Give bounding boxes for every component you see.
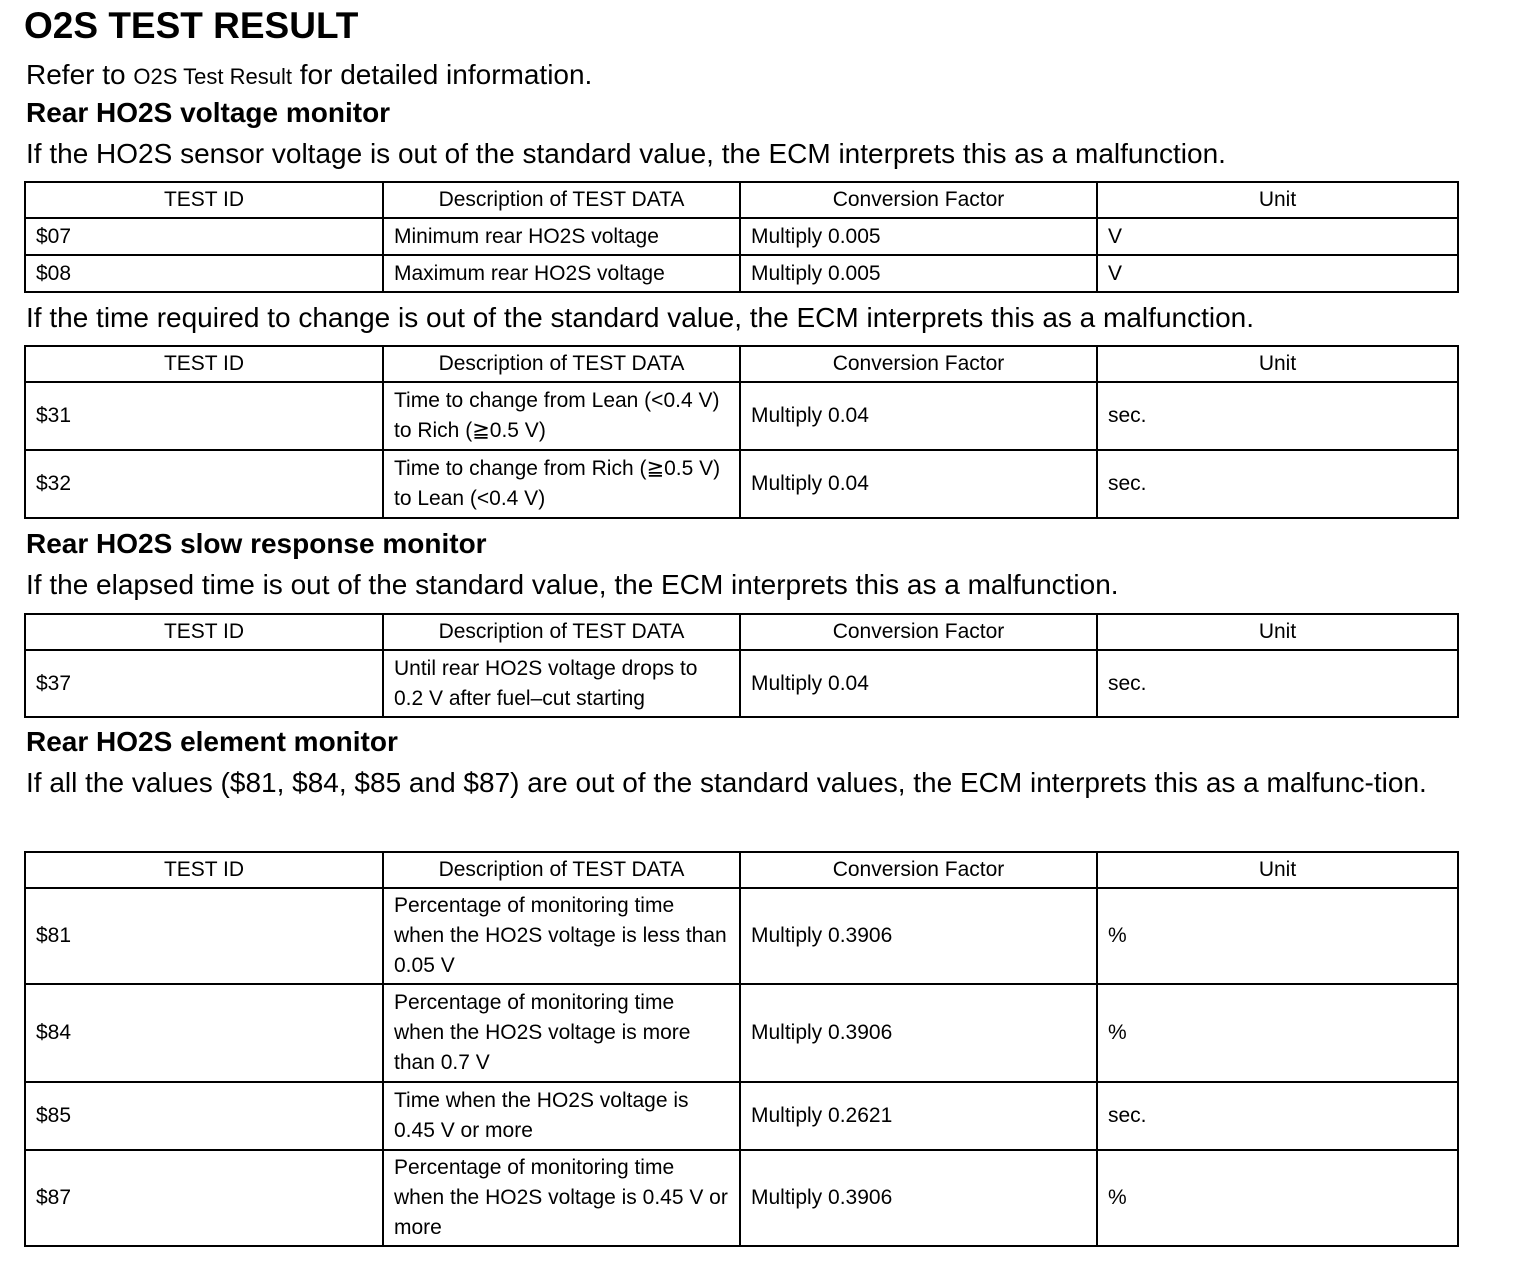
cell-unit: % [1097,1150,1458,1246]
cell-description: Percentage of monitoring time when the HO2S voltage is less than 0.05 V [383,888,740,984]
table-row [25,218,1458,255]
table-row [25,984,1458,1082]
cell-conversion-factor: Multiply 0.005 [740,218,1097,255]
table-row [25,888,1458,984]
cell-description: Until rear HO2S voltage drops to 0.2 V after fuel–cut starting [383,650,740,717]
column-header: Unit [1097,182,1458,218]
table-header [25,182,1458,218]
section-description: If all the values ($81, $84, $85 and $87) are out of the standard values, the ECM interprets this as a malfunc-tion. [26,767,1427,798]
column-header: Conversion Factor [740,182,1097,218]
cell-description: Time to change from Lean (<0.4 V) to Rich (≧0.5 V) [383,382,740,450]
cell-test-id: $08 [25,255,383,292]
intro-line [26,56,592,96]
cell-conversion-factor: Multiply 0.04 [740,382,1097,450]
table-header [25,614,1458,650]
column-header: Unit [1097,852,1458,888]
column-header: TEST ID [25,852,383,888]
cell-unit: % [1097,984,1458,1082]
cell-description: Minimum rear HO2S voltage [383,218,740,255]
section-heading-element-monitor: Rear HO2S element monitor [26,726,398,757]
section-description: If the HO2S sensor voltage is out of the standard value, the ECM interprets this as a malfunction. [26,138,1226,169]
cell-test-id: $07 [25,218,383,255]
cell-conversion-factor: Multiply 0.3906 [740,888,1097,984]
cell-description: Time when the HO2S voltage is 0.45 V or more [383,1082,740,1150]
table-change-time [24,345,1459,519]
cell-description: Percentage of monitoring time when the HO2S voltage is 0.45 V or more [383,1150,740,1246]
section-description: If the elapsed time is out of the standard value, the ECM interprets this as a malfunction. [26,569,1119,600]
cell-test-id: $81 [25,888,383,984]
table-row [25,1082,1458,1150]
column-header: Conversion Factor [740,346,1097,382]
cell-conversion-factor: Multiply 0.04 [740,450,1097,518]
cell-unit: sec. [1097,1082,1458,1150]
table-header [25,852,1458,888]
section-heading-slow-response: Rear HO2S slow response monitor [26,528,487,559]
cell-unit: V [1097,255,1458,292]
cell-test-id: $84 [25,984,383,1082]
column-header: Conversion Factor [740,614,1097,650]
cell-test-id: $32 [25,450,383,518]
table-row [25,450,1458,518]
column-header: Description of TEST DATA [383,182,740,218]
page-title: O2S TEST RESULT [24,5,359,46]
cell-conversion-factor: Multiply 0.005 [740,255,1097,292]
table-row [25,650,1458,717]
table-row [25,1150,1458,1246]
cell-conversion-factor: Multiply 0.04 [740,650,1097,717]
table-row [25,382,1458,450]
intro-suffix: for detailed information. [291,59,593,90]
cell-unit: sec. [1097,450,1458,518]
column-header: Description of TEST DATA [383,614,740,650]
intro-prefix: Refer to [26,59,134,90]
section-heading-voltage-monitor: Rear HO2S voltage monitor [26,97,391,128]
cell-test-id: $87 [25,1150,383,1246]
cell-test-id: $31 [25,382,383,450]
table-element-monitor [24,851,1459,1247]
cell-unit: % [1097,888,1458,984]
cell-unit: sec. [1097,650,1458,717]
table-row [25,255,1458,292]
cell-test-id: $37 [25,650,383,717]
table-header [25,346,1458,382]
column-header: Unit [1097,614,1458,650]
column-header: TEST ID [25,182,383,218]
column-header: Description of TEST DATA [383,346,740,382]
cell-description: Percentage of monitoring time when the HO2S voltage is more than 0.7 V [383,984,740,1082]
cell-description: Time to change from Rich (≧0.5 V) to Lean (<0.4 V) [383,450,740,518]
table-voltage [24,181,1459,293]
cell-conversion-factor: Multiply 0.3906 [740,984,1097,1082]
cell-test-id: $85 [25,1082,383,1150]
cell-conversion-factor: Multiply 0.2621 [740,1082,1097,1150]
column-header: Description of TEST DATA [383,852,740,888]
cell-unit: sec. [1097,382,1458,450]
cell-conversion-factor: Multiply 0.3906 [740,1150,1097,1246]
column-header: TEST ID [25,346,383,382]
column-header: TEST ID [25,614,383,650]
section-description: If the time required to change is out of the standard value, the ECM interprets this as a malfunction. [26,302,1254,333]
table-slow-response [24,613,1459,718]
reference-link[interactable]: O2S Test Result [133,64,292,89]
cell-unit: V [1097,218,1458,255]
column-header: Unit [1097,346,1458,382]
column-header: Conversion Factor [740,852,1097,888]
cell-description: Maximum rear HO2S voltage [383,255,740,292]
